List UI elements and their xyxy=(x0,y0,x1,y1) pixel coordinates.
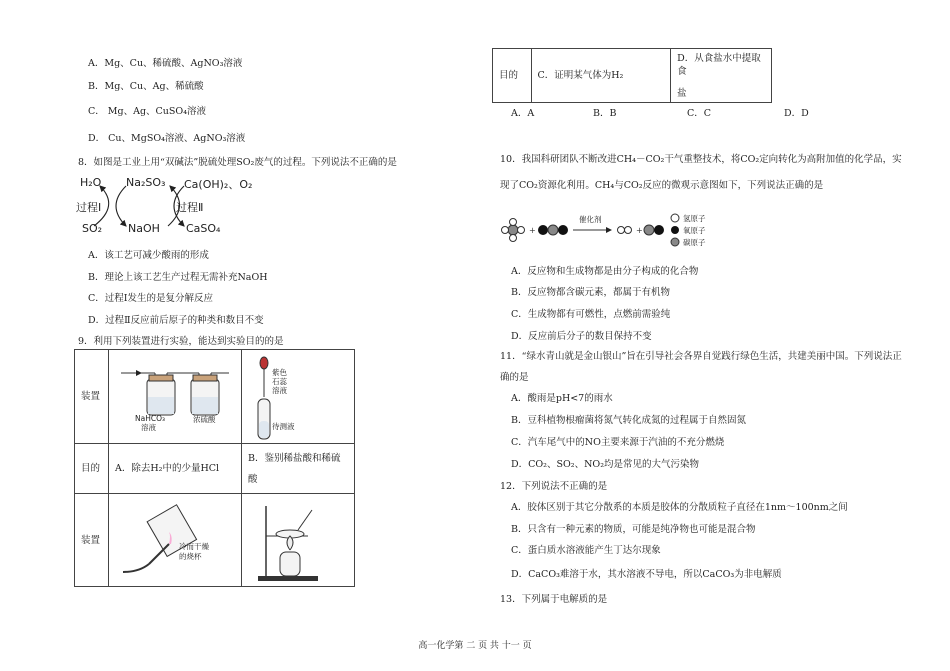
solution-label-b: 溶液 xyxy=(272,386,287,395)
q12-option-c: C．蛋白质水溶液能产生丁达尔现象 xyxy=(511,545,661,556)
q7-option-b: B．Mg、Cu、Ag、稀硫酸 xyxy=(88,81,204,92)
row-label: 装置 xyxy=(75,494,109,587)
test-liquid-label: 待测液 xyxy=(272,422,295,431)
q11-option-b: B．豆科植物根瘤菌将氮气转化成氮的过程属于自然固氮 xyxy=(511,415,746,426)
q11-option-d: D．CO₂、SO₂、NO₂均是常见的大气污染物 xyxy=(511,459,699,470)
row-label: 目的 xyxy=(493,49,532,103)
q10-option-d: D．反应前后分子的数目保持不变 xyxy=(511,331,652,342)
naoh-label: NaOH xyxy=(128,222,160,235)
apparatus-a xyxy=(109,350,242,444)
q10-option-c: C．生成物都有可燃性，点燃前需验纯 xyxy=(511,309,671,320)
q10-molecule-diagram xyxy=(499,210,719,250)
purpose-d xyxy=(671,49,772,103)
process-1-label: 过程Ⅰ xyxy=(76,201,102,214)
q9-table-left xyxy=(74,349,355,587)
purpose-d-line2: 盐 xyxy=(677,87,687,99)
process-2-label: 过程Ⅱ xyxy=(176,201,204,214)
q7-option-c: C． Mg、Ag、CuSO₄溶液 xyxy=(88,106,207,117)
q10-stem-line1: 10．我国科研团队不断改进CH₄－CO₂干气重整技术，将CO₂定向转化为高附加值的化学品，实 xyxy=(500,154,902,165)
caoh2-label: Ca(OH)₂、O₂ xyxy=(184,178,253,191)
purpose-b-line1: B．鉴别稀盐酸和稀硫 xyxy=(248,452,341,464)
evaporation-setup-image xyxy=(248,496,348,584)
row-label: 目的 xyxy=(75,444,109,494)
cold-dry-label: 冷而干燥 xyxy=(179,542,209,551)
q8-cycle-diagram xyxy=(76,174,276,238)
caso4-label: CaSO₄ xyxy=(186,222,221,235)
purpose-b xyxy=(242,444,355,494)
q11-stem-line2: 确的是 xyxy=(500,372,529,383)
q8-option-d: D．过程Ⅱ反应前后原子的种类和数目不变 xyxy=(88,315,264,326)
purpose-d-line1: D．从食盐水中提取食 xyxy=(677,52,761,77)
q8-option-b: B．理论上该工艺生产过程无需补充NaOH xyxy=(88,272,268,283)
q10-stem-line2: 现了CO₂资源化利用。CH₄与CO₂反应的微观示意图如下，下列说法正确的是 xyxy=(500,180,824,191)
q9-option-d: D．D xyxy=(784,108,809,119)
page-footer: 高一化学第 二 页 共 十一 页 xyxy=(418,641,532,651)
q8-option-a: A．该工艺可减少酸雨的形成 xyxy=(88,250,209,261)
legend-carbon: 碳原子 xyxy=(683,238,706,247)
q13-stem: 13．下列属于电解质的是 xyxy=(500,594,608,605)
q9-option-c: C．C xyxy=(687,108,712,119)
so2-label: SO₂ xyxy=(82,222,103,235)
q11-option-c: C．汽车尾气中的NO主要来源于汽油的不充分燃烧 xyxy=(511,437,725,448)
q10-option-b: B．反应物都含碳元素，都属于有机物 xyxy=(511,287,670,298)
purpose-a: A．除去H₂中的少量HCl xyxy=(109,444,242,494)
svg-text:+: + xyxy=(529,226,536,235)
purpose-b-line2: 酸 xyxy=(248,473,258,485)
nahco3-label: NaHCO₃ xyxy=(135,414,165,423)
q9-option-b: B．B xyxy=(593,108,617,119)
svg-text:+: + xyxy=(636,226,643,235)
q10-option-a: A．反应物和生成物都是由分子构成的化合物 xyxy=(511,266,699,277)
legend-hydrogen: 氢原子 xyxy=(683,214,706,223)
catalyst-label: 催化剂 xyxy=(579,215,602,224)
purple-label: 紫色 xyxy=(272,368,287,377)
q11-stem-line1: 11．“绿水青山就是金山银山”旨在引导社会各界自觉践行绿色生活，共建美丽中国。下列说法正 xyxy=(500,351,902,362)
h2o-label: H₂O xyxy=(80,176,102,189)
litmus-label: 石蕊 xyxy=(272,377,287,386)
q9-stem: 9．利用下列装置进行实验，能达到实验目的的是 xyxy=(78,336,284,347)
apparatus-d xyxy=(242,494,355,587)
q9-option-a: A．A xyxy=(511,108,535,119)
q9-table-right xyxy=(492,48,772,103)
conc-h2so4-label: 浓硫酸 xyxy=(193,415,216,424)
q12-option-d: D．CaCO₃难溶于水，其水溶液不导电，所以CaCO₃为非电解质 xyxy=(511,569,782,580)
legend-oxygen: 氧原子 xyxy=(683,226,706,235)
row-label: 装置 xyxy=(75,350,109,444)
q8-stem: 8．如图是工业上用“双碱法”脱硫处理SO₂废气的过程。下列说法不正确的是 xyxy=(78,157,397,168)
q12-option-a: A．胶体区别于其它分散系的本质是胶体的分散质粒子直径在1nm～100nm之间 xyxy=(511,502,848,513)
q12-option-b: B．只含有一种元素的物质，可能是纯净物也可能是混合物 xyxy=(511,524,756,535)
solution-label: 溶液 xyxy=(141,423,156,432)
dropper-tube-image xyxy=(248,353,348,441)
q12-stem: 12．下列说法不正确的是 xyxy=(500,481,608,492)
purpose-c: C．证明某气体为H₂ xyxy=(531,49,671,103)
right-column xyxy=(475,0,950,671)
na2so3-label: Na₂SO₃ xyxy=(126,176,166,189)
q7-option-a: A．Mg、Cu、稀硫酸、AgNO₃溶液 xyxy=(88,58,243,69)
q7-option-d: D． Cu、MgSO₄溶液、AgNO₃溶液 xyxy=(88,133,246,144)
q11-option-a: A．酸雨是pH<7的雨水 xyxy=(511,393,613,404)
beaker-flame-image xyxy=(115,498,235,582)
beaker-label: 的烧杯 xyxy=(179,552,202,561)
gas-wash-bottles-image xyxy=(115,357,235,437)
apparatus-b xyxy=(242,350,355,444)
q8-option-c: C．过程Ⅰ发生的是复分解反应 xyxy=(88,293,214,304)
apparatus-c xyxy=(109,494,242,587)
